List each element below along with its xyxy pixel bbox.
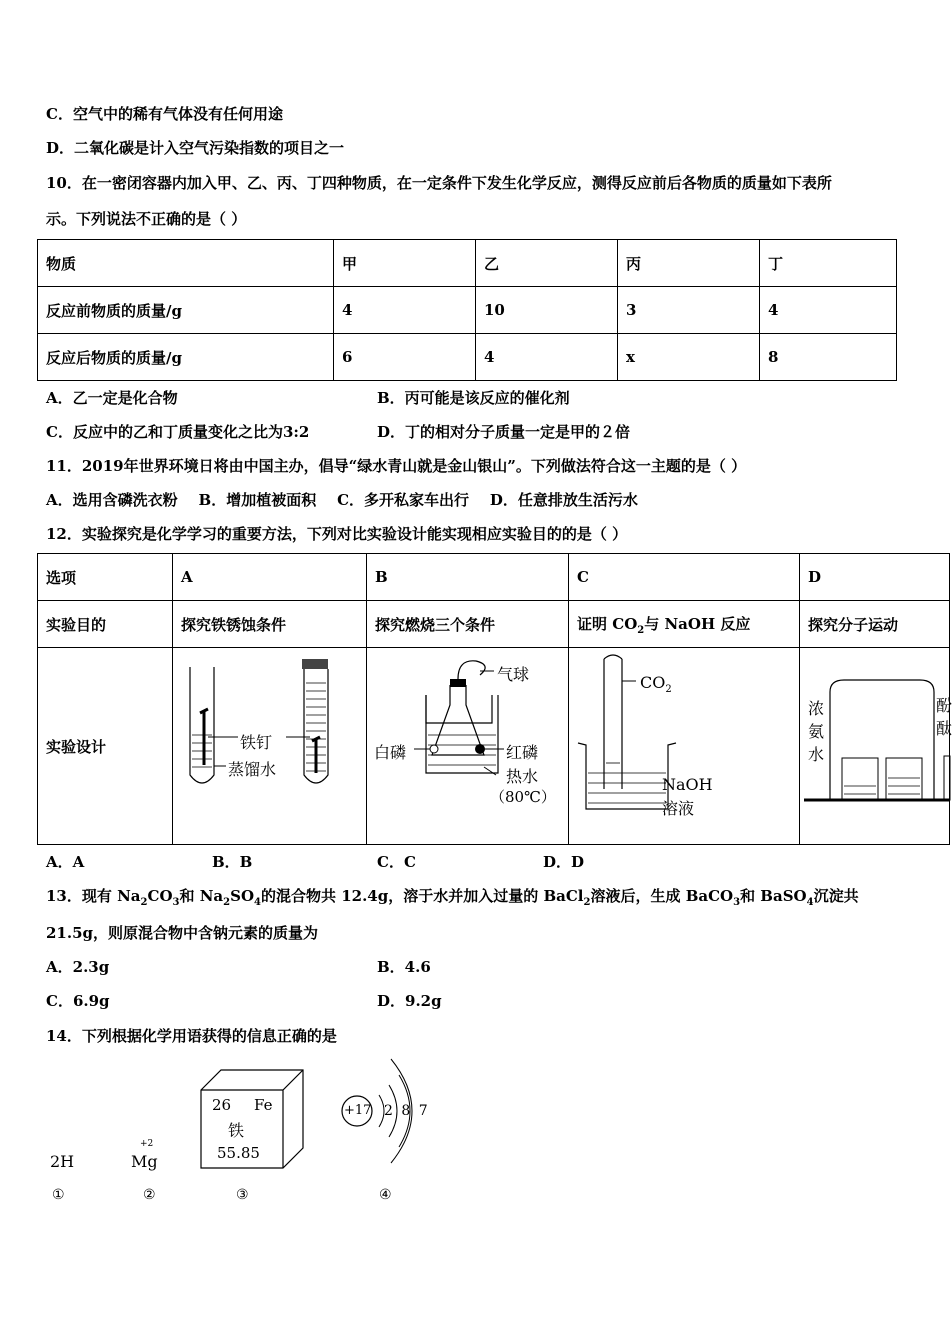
table-cell: 探究分子运动	[800, 601, 950, 648]
label-distilled-water: 蒸馏水	[228, 760, 277, 779]
label-3: ③	[236, 1187, 249, 1203]
label-red-phosphorus: 红磷	[506, 743, 539, 762]
label-water: 水	[808, 745, 825, 764]
bell-jar	[830, 680, 934, 800]
q12-option-c: C．C	[377, 853, 416, 871]
q10-mass-table	[37, 239, 897, 381]
label-naoh: NaOH	[662, 775, 713, 794]
label-white-phosphorus: 白磷	[374, 743, 407, 762]
cell-atomic-number: 26	[212, 1096, 232, 1114]
flask-stopper	[450, 679, 466, 687]
table-header-cell: 乙	[476, 240, 618, 287]
label-conc: 浓	[808, 699, 825, 718]
beaker	[426, 695, 492, 723]
q10-option-c: C．反应中的乙和丁质量变化之比为3:2	[46, 423, 310, 441]
table-header-cell: B	[367, 554, 569, 601]
q12-option-d: D．D	[543, 853, 585, 871]
table-cell: 实验设计	[38, 648, 173, 845]
c-goal-co2-sub: 2	[637, 624, 645, 636]
table-header-cell: 选项	[38, 554, 173, 601]
q13-option-b: B．4.6	[377, 958, 431, 976]
q9-option-c: C．空气中的稀有气体没有任何用途	[46, 105, 283, 123]
q10-option-a: A．乙一定是化合物	[46, 389, 178, 407]
q11-options: A．选用含磷洗衣粉 B．增加植被面积 C．多开私家车出行 D．任意排放生活污水	[46, 491, 638, 509]
naoh-solution-lines	[588, 763, 666, 803]
q12-option-a: A．A	[46, 853, 85, 871]
q10-option-b: B．丙可能是该反应的催化剂	[377, 389, 570, 407]
table-cell: 10	[476, 287, 618, 334]
label-phthalein: 酞	[936, 719, 952, 738]
label-balloon: 气球	[497, 665, 530, 684]
label-2: ②	[143, 1187, 156, 1203]
table-header-cell: A	[173, 554, 367, 601]
label-ammonia: 氨	[808, 722, 825, 741]
cell-mass: 55.85	[217, 1144, 260, 1162]
table-header-cell: 甲	[334, 240, 476, 287]
q11-stem: 11．2019年世界环境日将由中国主办，倡导“绿水青山就是金山银山”。下列做法符合这一主题的是（ ）	[46, 457, 747, 475]
table-cell: 6	[334, 334, 476, 381]
q10-stem-line2: 示。下列说法不正确的是（ ）	[46, 210, 247, 228]
table-header-cell: 丙	[618, 240, 760, 287]
c-goal-co2: CO	[612, 614, 638, 633]
q13-option-d: D．9.2g	[377, 992, 442, 1010]
label-4: ④	[379, 1187, 392, 1203]
label-1: ①	[52, 1187, 65, 1203]
table-header-cell: C	[569, 554, 800, 601]
table-cell	[569, 601, 800, 648]
mg-charge: +2	[140, 1139, 154, 1149]
c-goal-rest: 与 NaOH 反应	[644, 614, 751, 633]
water-lines-1	[192, 735, 212, 767]
white-phosphorus	[430, 745, 438, 753]
cell-name: 铁	[228, 1121, 245, 1140]
rubber-stopper	[302, 659, 328, 669]
flask	[432, 685, 484, 755]
balloon	[458, 661, 485, 679]
table-header-cell: 丁	[760, 240, 897, 287]
q10-option-d: D．丁的相对分子质量一定是甲的２倍	[377, 423, 631, 441]
label-hot-water: 热水	[506, 767, 539, 786]
nucleus-charge: +17	[344, 1103, 372, 1118]
table-cell: 4	[334, 287, 476, 334]
symbol-2h: 2H	[50, 1152, 75, 1171]
q13-stem-line2: 21.5g，则原混合物中含钠元素的质量为	[46, 924, 319, 942]
table-cell: 反应后物质的质量/g	[38, 334, 334, 381]
label-phenol: 酚	[936, 696, 952, 715]
table-cell: 实验目的	[38, 601, 173, 648]
q13-option-a: A．2.3g	[46, 958, 110, 976]
q9-option-d: D．二氧化碳是计入空气污染指数的项目之一	[46, 139, 345, 157]
table-cell: 探究燃烧三个条件	[367, 601, 569, 648]
inverted-tube	[604, 659, 622, 789]
electron-counts: 2 8 7	[384, 1103, 430, 1119]
table-header-cell: 物质	[38, 240, 334, 287]
label-iron-nail: 铁钉	[240, 733, 273, 752]
pointer	[484, 767, 496, 775]
outside-beaker	[944, 756, 950, 800]
symbol-mg: Mg	[131, 1152, 158, 1171]
q12-stem: 12．实验探究是化学学习的重要方法，下列对比实验设计能实现相应实验目的的是（ ）	[46, 525, 628, 543]
label-solution: 溶液	[662, 799, 695, 818]
q13-option-c: C．6.9g	[46, 992, 110, 1010]
outer-beaker	[426, 695, 498, 773]
table-cell: 4	[476, 334, 618, 381]
c-goal-text: 证明	[577, 614, 608, 633]
table-cell: 反应前物质的质量/g	[38, 287, 334, 334]
label-temperature: （80℃）	[490, 788, 556, 806]
q13-stem-line1: 13．现有 $Na_2CO_3$和 $Na_2SO_4$的混合物共 12.4g，溶于水并加入过量的 BaCl$_2$溶液后，生成 BaCO$_3$和 BaSO$_4$沉淀共	[46, 887, 859, 908]
table-cell: 3	[618, 287, 760, 334]
table-cell: 4	[760, 287, 897, 334]
table-cell: 8	[760, 334, 897, 381]
test-tube-1	[190, 667, 214, 783]
table-header-cell: D	[800, 554, 950, 601]
iron-nail-1	[200, 709, 208, 765]
table-cell: x	[618, 334, 760, 381]
label-co2: $CO_2$	[640, 673, 672, 696]
table-cell: 探究铁锈蚀条件	[173, 601, 367, 648]
cell-symbol: Fe	[254, 1096, 273, 1114]
q12-option-b: B．B	[212, 853, 253, 871]
red-phosphorus	[475, 744, 485, 754]
q10-stem-line1: 10．在一密闭容器内加入甲、乙、丙、丁四种物质，在一定条件下发生化学反应，测得反应前后各物质的质量如下表所	[46, 174, 832, 192]
q14-stem: 14．下列根据化学用语获得的信息正确的是	[46, 1027, 337, 1045]
